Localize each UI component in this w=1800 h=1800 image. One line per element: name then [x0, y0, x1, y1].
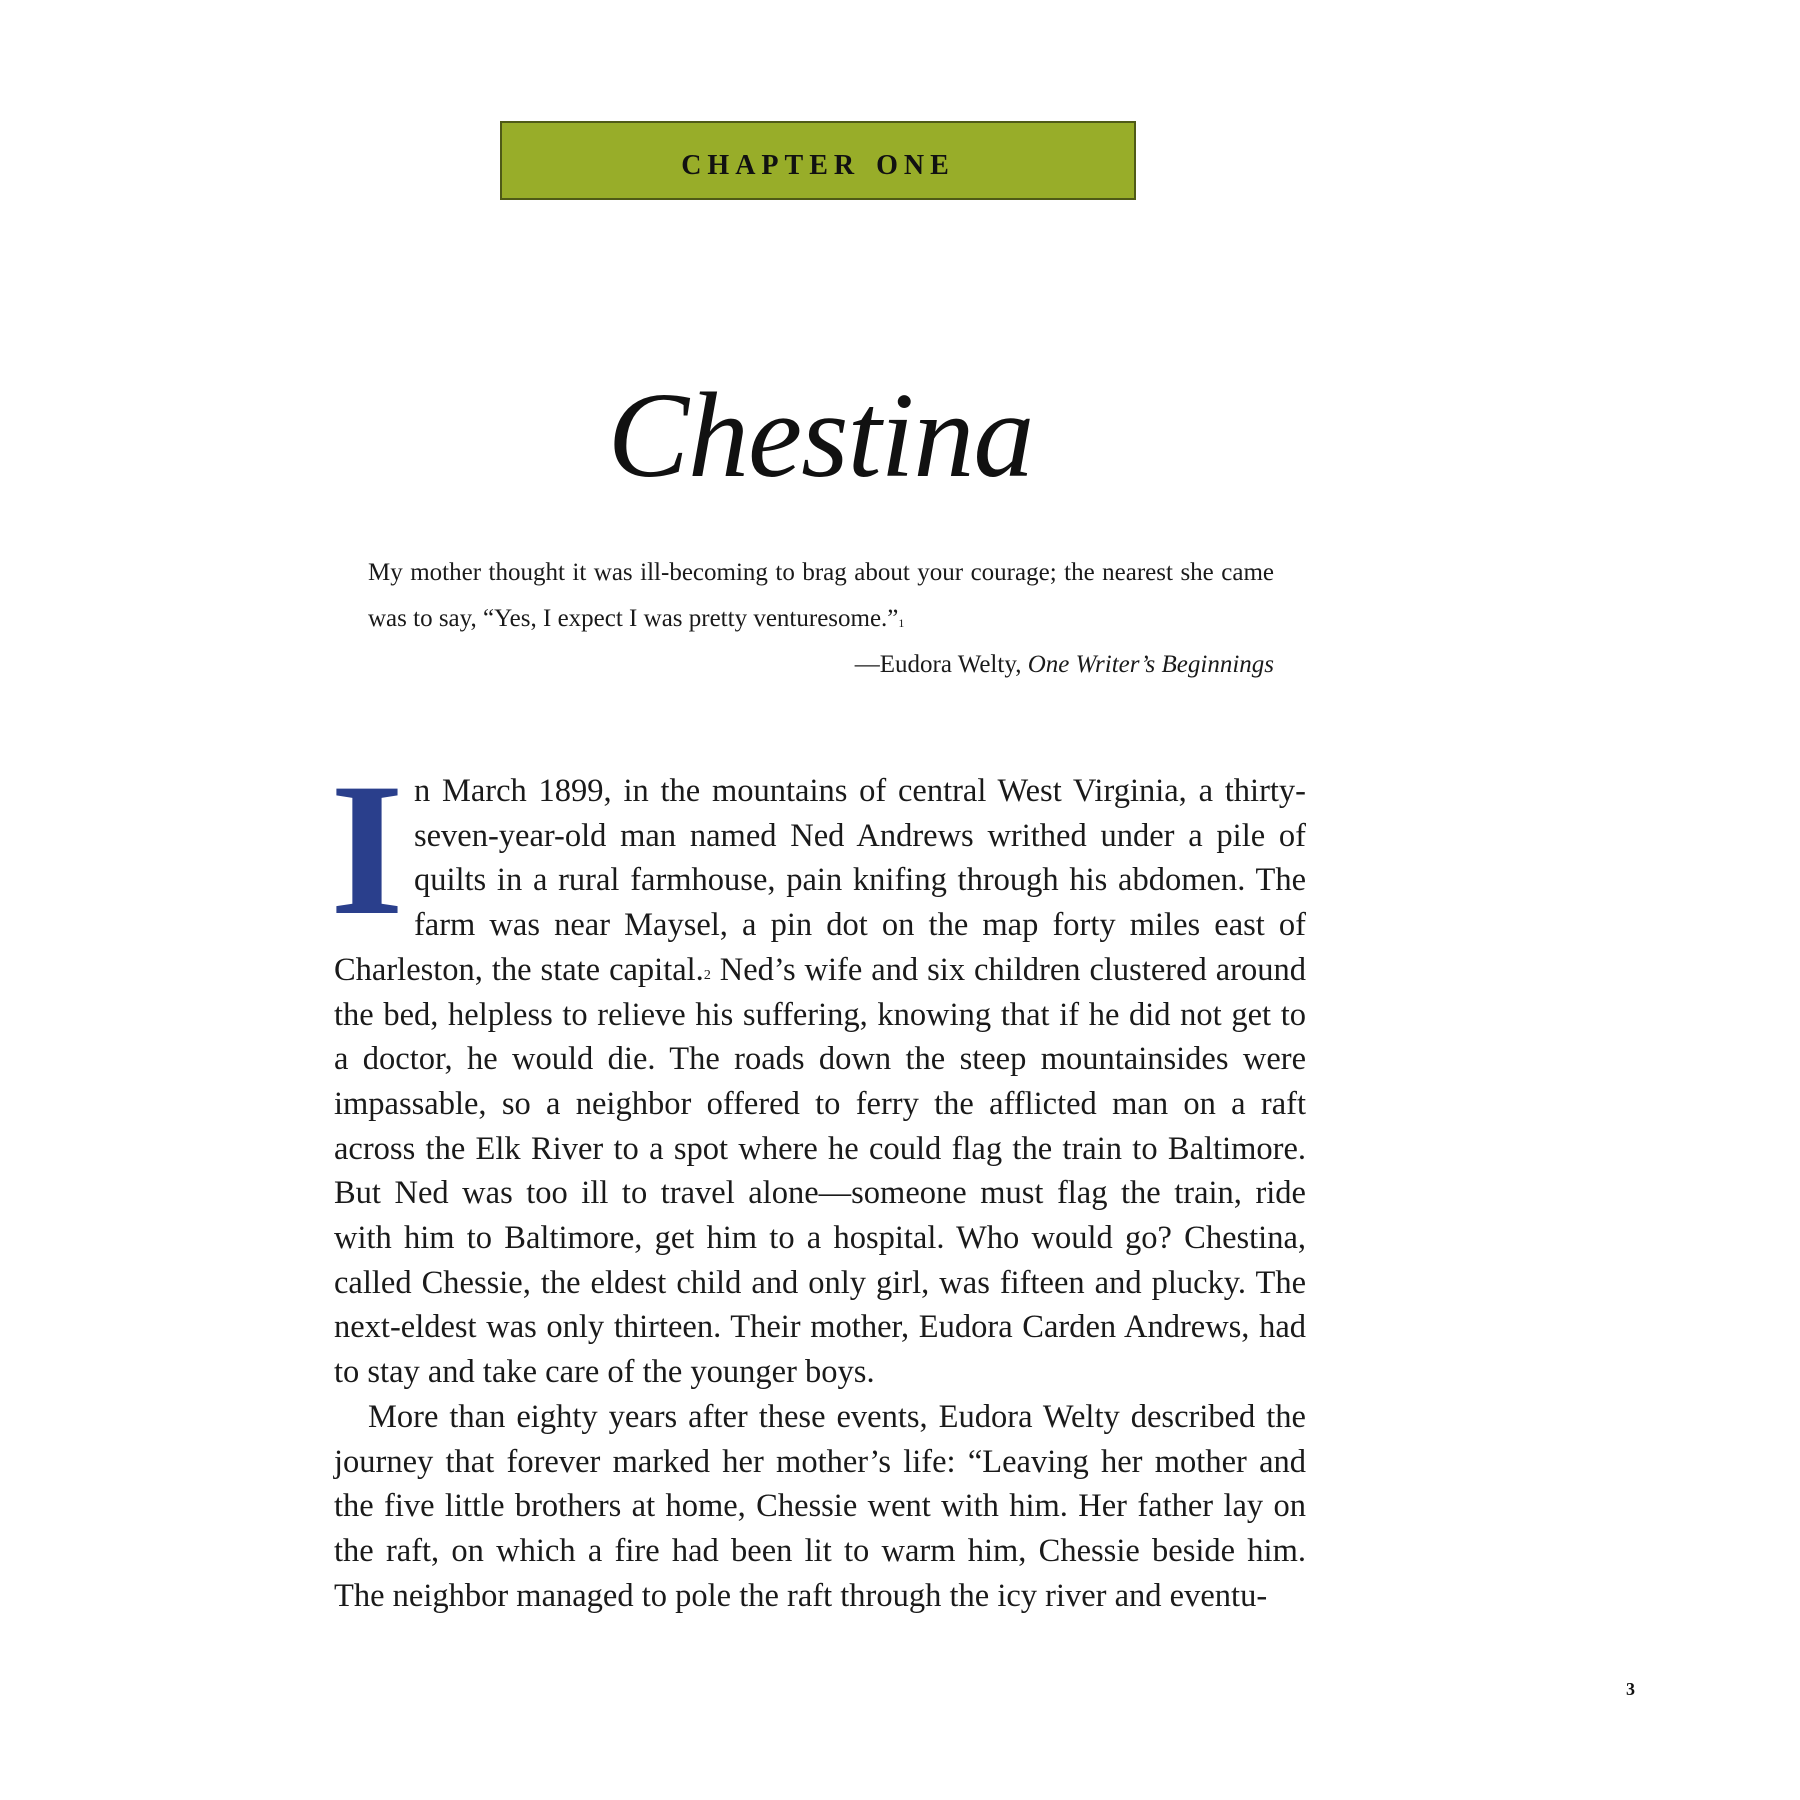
drop-cap: I [330, 745, 404, 955]
epigraph-quote [368, 550, 1274, 642]
epigraph-attribution [368, 642, 1274, 688]
epigraph-attribution-title: One Writer’s Beginnings [1027, 651, 1274, 678]
paragraph-1-text-b: Ned’s wife and six children clustered around the bed, helpless to relieve his suffering, knowing that if he did not get to a doctor, he would die. The roads down the steep mountainsides were impassable, so a neighbor offered to ferry the afflicted man on a raft across the Elk River to a spot where he could flag the train to Baltimore. But Ned was too ill to travel alone—someone must flag the train, ride with him to Baltimore, get him to a hospital. Who would go? Chestina, called Chessie, the eldest child and only girl, was fifteen and plucky. The next-eldest was only thirteen. Their mother, Eudora Carden Andrews, had to stay and take care of the younger boys. [334, 951, 1306, 1391]
body-footnote-marker: 2 [703, 967, 711, 983]
paragraph-1-text-a: n March 1899, in the mountains of central West Virginia, a thirty-seven-year-old man named Ned Andrews writhed under a pile of quilts in a rural farmhouse, pain knifing through his abdomen. The farm was near Maysel, a pin dot on the map forty miles east of Charleston, the state capital. [334, 773, 1306, 988]
chapter-title [0, 368, 1641, 503]
paragraph-1 [330, 745, 1306, 1395]
chapter-label: chapter one [681, 138, 955, 183]
chapter-label-box [500, 121, 1136, 200]
epigraph [368, 550, 1274, 688]
body-text [330, 745, 1306, 1618]
paragraph-2: More than eighty years after these events, Eudora Welty described the journey that forever marked her mother’s life: “Leaving her mother and the five little brothers at home, Chessie went with him. Her father lay on the raft, on which a fire had been lit to warm him, Chessie beside him. The neighbor managed to pole the raft through the icy river and eventu- [334, 1398, 1306, 1614]
epigraph-attribution-author: —Eudora Welty, [854, 651, 1028, 678]
epigraph-quote-text: My mother thought it was ill-becoming to brag about your courage; the nearest she came was to say, “Yes, I expect I was pretty venturesome.” [368, 559, 1274, 632]
chapter-title-text: Chestina [607, 368, 1034, 503]
page-number: 3 [1626, 1679, 1635, 1699]
epigraph-footnote-marker: 1 [898, 616, 905, 630]
